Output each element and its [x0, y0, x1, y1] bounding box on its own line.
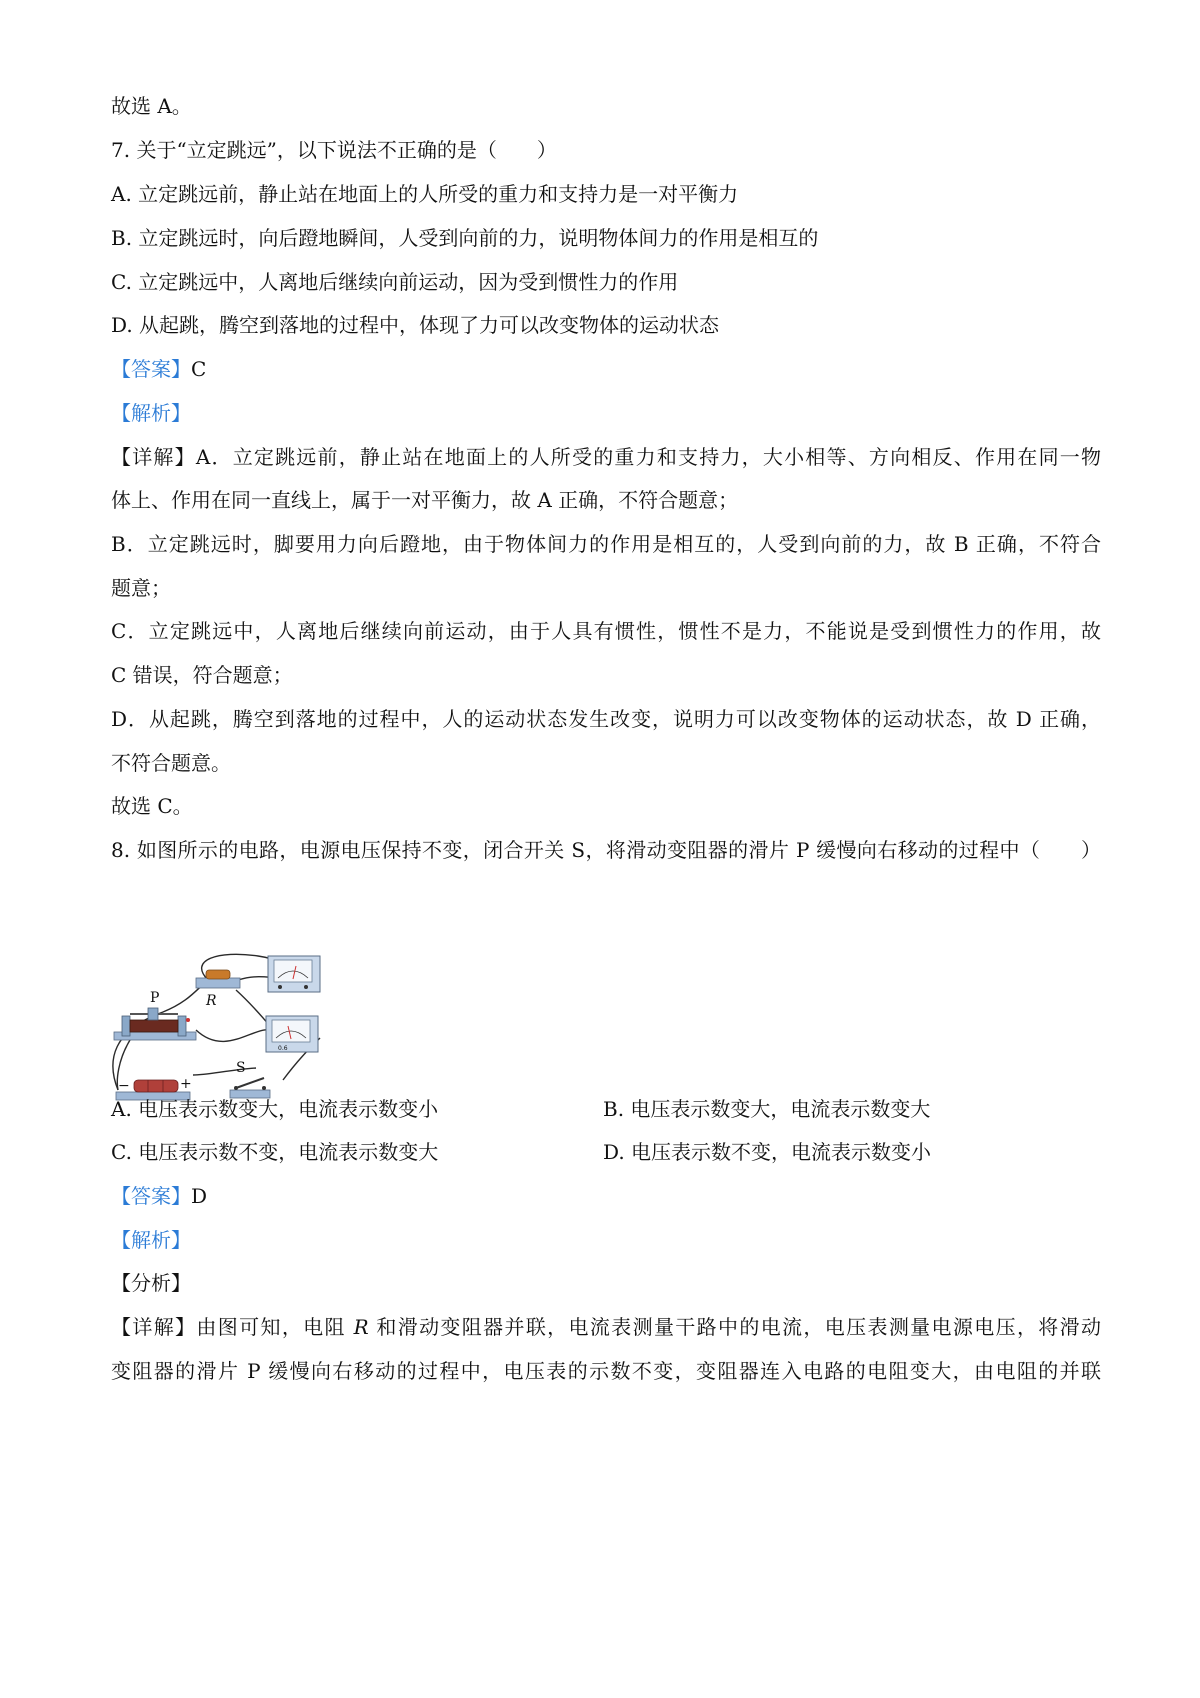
- answer-tag: 【答案】: [111, 357, 191, 381]
- resistor-r: [196, 970, 240, 1009]
- question-7-detail-line: D．从起跳，腾空到落地的过程中，人的运动状态发生改变，说明力可以改变物体的运动状态，故 D 正确，: [111, 707, 1101, 731]
- label-plus: +: [180, 1076, 192, 1092]
- sliding-rheostat: [114, 990, 196, 1040]
- wire: [196, 1030, 276, 1042]
- question-7-option-a: A. 立定跳远前，静止站在地面上的人所受的重力和支持力是一对平衡力: [111, 182, 739, 206]
- terminal: [278, 985, 282, 989]
- question-8-option-d: D. 电压表示数不变，电流表示数变小: [603, 1140, 932, 1164]
- question-8-fenxi: 【分析】: [111, 1271, 191, 1295]
- answer-tag: 【答案】: [111, 1184, 191, 1208]
- detail-text: 【详解】由图可知，电阻: [111, 1315, 354, 1339]
- rheostat-end: [178, 1016, 186, 1036]
- question-7-detail-line: 体上、作用在同一直线上，属于一对平衡力，故 A 正确，不符合题意；: [111, 488, 739, 512]
- switch-blade: [236, 1078, 264, 1088]
- answer-value: C: [191, 357, 207, 381]
- rheostat-coil: [130, 1020, 178, 1032]
- question-8-option-b: B. 电压表示数变大，电流表示数变大: [603, 1097, 931, 1121]
- question-7-detail-line: 【详解】A．立定跳远前，静止站在地面上的人所受的重力和支持力，大小相等、方向相反、作用在同一物: [111, 445, 1101, 469]
- battery-cell: [134, 1080, 178, 1092]
- ammeter: [266, 1016, 318, 1052]
- question-7-detail-line: 题意；: [111, 576, 171, 600]
- ammeter-range-label: 0.6: [278, 1045, 288, 1052]
- resistor-body: [206, 970, 230, 979]
- question-8-stem: 8. 如图所示的电路，电源电压保持不变，闭合开关 S，将滑动变阻器的滑片 P 缓慢向右移动的过程中（ ）: [111, 838, 1101, 862]
- question-7-analysis-tag: 【解析】: [111, 401, 191, 425]
- voltmeter: [268, 956, 320, 992]
- terminal: [262, 1086, 266, 1090]
- question-7-detail-line: 不符合题意。: [111, 751, 231, 775]
- rheostat-end: [122, 1016, 130, 1036]
- question-7-detail-line: C．立定跳远中，人离地后继续向前运动，由于人具有惯性，惯性不是力，不能说是受到惯性力的作用，故: [111, 619, 1101, 643]
- question-8-detail-line: [111, 1313, 1101, 1341]
- question-8-option-c: C. 电压表示数不变，电流表示数变大: [111, 1140, 439, 1164]
- answer-value: D: [191, 1184, 208, 1208]
- label-p: P: [150, 990, 160, 1006]
- wire: [193, 1068, 256, 1075]
- terminal: [304, 985, 308, 989]
- question-8-analysis-tag: 【解析】: [111, 1228, 191, 1252]
- terminal: [234, 1086, 238, 1090]
- detail-text: 和滑动变阻器并联，电流表测量干路中的电流，电压表测量电源电压，将滑动: [368, 1315, 1102, 1339]
- text-line: 故选 A。: [111, 94, 192, 118]
- rheostat-slider: [148, 1008, 158, 1020]
- label-s: S: [236, 1060, 246, 1076]
- question-8-detail-line: 变阻器的滑片 P 缓慢向右移动的过程中，电压表的示数不变，变阻器连入电路的电阻变大，由电阻的并联: [111, 1359, 1101, 1383]
- switch-s: [230, 1060, 270, 1098]
- question-7-stem: 7. 关于“立定跳远”，以下说法不正确的是（ ）: [111, 138, 557, 162]
- question-8-option-a: A. 电压表示数变大，电流表示数变小: [111, 1097, 439, 1121]
- question-8-answer: [111, 1182, 1101, 1210]
- question-7-final: 故选 C。: [111, 794, 193, 818]
- question-7-option-d: D. 从起跳，腾空到落地的过程中，体现了力可以改变物体的运动状态: [111, 313, 720, 337]
- symbol-r: R: [353, 1315, 369, 1339]
- question-7-answer: [111, 355, 1101, 383]
- question-7-option-b: B. 立定跳远时，向后蹬地瞬间，人受到向前的力，说明物体间力的作用是相互的: [111, 226, 819, 250]
- question-7-detail-line: B．立定跳远时，脚要用力向后蹬地，由于物体间力的作用是相互的，人受到向前的力，故 B 正确，不符合: [111, 532, 1101, 556]
- terminal: [186, 1018, 190, 1022]
- label-r: R: [206, 993, 217, 1009]
- label-minus: −: [118, 1078, 130, 1094]
- question-7-option-c: C. 立定跳远中，人离地后继续向前运动，因为受到惯性力的作用: [111, 270, 679, 294]
- question-7-detail-line: C 错误，符合题意；: [111, 663, 293, 687]
- resistor-base: [196, 978, 240, 988]
